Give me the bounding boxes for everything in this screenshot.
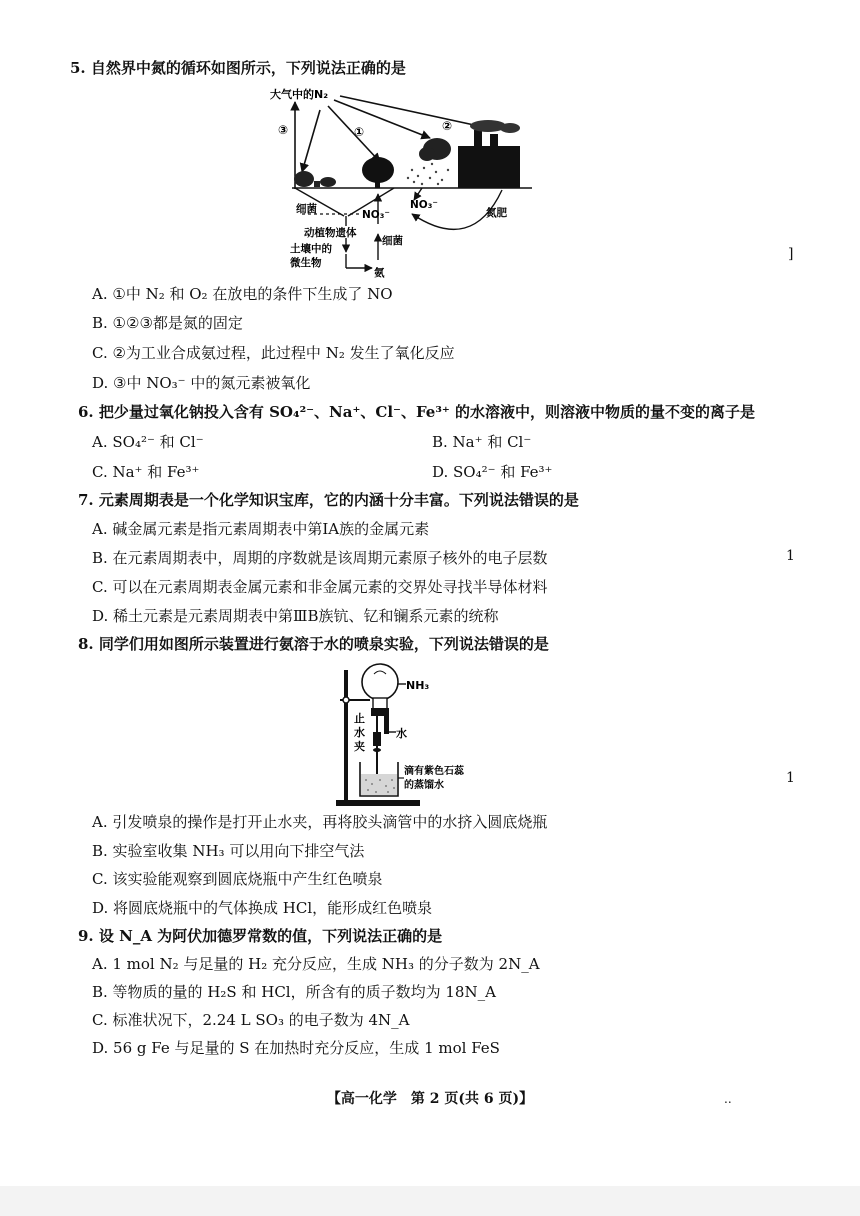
q5-option-c: C. ②为工业合成氨过程，此过程中 N₂ 发生了氧化反应 <box>92 344 455 362</box>
q5-option-b: B. ①②③都是氮的固定 <box>92 314 243 332</box>
mark-3: ③ <box>278 123 289 137</box>
no3-mid-label: NO₃⁻ <box>362 209 390 221</box>
dropper <box>384 712 389 734</box>
beaker-liquid <box>361 774 397 795</box>
remains-label: 动植物遗体 <box>304 227 357 239</box>
bacteria-right-label: 细菌 <box>382 235 403 247</box>
clamp-label-2: 水 <box>354 726 365 739</box>
question-8-stem: 8. 同学们用如图所示装置进行氨溶于水的喷泉实验，下列说法错误的是 <box>78 635 549 653</box>
ammonia-label: 氨 <box>374 267 385 279</box>
edge-mark: 1 <box>786 548 795 564</box>
bacteria-left-label: 细菌 <box>296 203 317 215</box>
q9-option-a: A. 1 mol N₂ 与足量的 H₂ 充分反应，生成 NH₃ 的分子数为 2N_A <box>92 955 540 973</box>
edge-mark: ] <box>788 246 794 262</box>
q7-option-d: D. 稀土元素是元素周期表中第ⅢB族钪、钇和镧系元素的统称 <box>92 607 499 625</box>
q9-option-c: C. 标准状况下，2.24 L SO₃ 的电子数为 4N_A <box>92 1011 410 1029</box>
arrow-to-plants <box>302 110 320 172</box>
round-flask <box>362 664 398 700</box>
cloud-rain-icon <box>407 138 451 185</box>
q8-option-d: D. 将圆底烧瓶中的气体换成 HCl，能形成红色喷泉 <box>92 899 433 917</box>
atm-n2-label: 大气中的N₂ <box>270 88 329 101</box>
solution-label-1: 滴有紫色石蕊 <box>404 766 464 777</box>
plants-icon <box>294 171 336 187</box>
edge-mark: 1 <box>786 770 795 786</box>
q7-option-c: C. 可以在元素周期表金属元素和非金属元素的交界处寻找半导体材料 <box>92 578 548 596</box>
microbes-label: 微生物 <box>290 257 322 269</box>
mark-2: ② <box>442 119 453 133</box>
fountain-apparatus-figure <box>330 660 480 810</box>
q6-option-c: C. Na⁺ 和 Fe³⁺ <box>92 463 200 481</box>
q8-option-c: C. 该实验能观察到圆底烧瓶中产生红色喷泉 <box>92 870 383 888</box>
clamp-label-3: 夹 <box>354 740 365 753</box>
solution-label-2: 的蒸馏水 <box>404 780 444 791</box>
stand-rod <box>344 670 348 802</box>
stand-base <box>336 800 420 806</box>
question-6-stem: 6. 把少量过氧化钠投入含有 SO₄²⁻、Na⁺、Cl⁻、Fe³⁺ 的水溶液中，则溶液中物质的量不变的离子是 <box>78 403 756 421</box>
rubber-tube <box>373 732 381 746</box>
q6-option-a: A. SO₄²⁻ 和 Cl⁻ <box>92 433 204 451</box>
bottom-band <box>0 1186 860 1216</box>
q7-option-a: A. 碱金属元素是指元素周期表中第ⅠA族的金属元素 <box>92 520 430 538</box>
q8-option-a: A. 引发喷泉的操作是打开止水夹，再将胶头滴管中的水挤入圆底烧瓶 <box>92 813 548 831</box>
q6-option-d: D. SO₄²⁻ 和 Fe³⁺ <box>432 463 553 481</box>
q9-option-d: D. 56 g Fe 与足量的 S 在加热时充分反应，生成 1 mol FeS <box>92 1039 500 1057</box>
corner-mark: .. <box>724 1092 732 1106</box>
tree-icon <box>362 157 394 188</box>
question-5-stem: 5. 自然界中氮的循环如图所示，下列说法正确的是 <box>70 59 406 77</box>
water-label: 水 <box>396 727 407 740</box>
factory-icon <box>458 120 520 188</box>
no3-right-label: NO₃⁻ <box>410 199 438 211</box>
q6-option-b: B. Na⁺ 和 Cl⁻ <box>432 433 532 451</box>
q5-option-a: A. ①中 N₂ 和 O₂ 在放电的条件下生成了 NO <box>92 285 393 303</box>
mark-1: ① <box>354 125 365 139</box>
q9-option-b: B. 等物质的量的 H₂S 和 HCl，所含有的质子数均为 18N_A <box>92 983 496 1001</box>
q7-option-b: B. 在元素周期表中，周期的序数就是该周期元素原子核外的电子层数 <box>92 549 548 567</box>
soil-label: 土壤中的 <box>290 243 332 255</box>
q5-option-d: D. ③中 NO₃⁻ 中的氮元素被氧化 <box>92 374 311 392</box>
clamp-label-1: 止 <box>354 712 365 725</box>
question-9-stem: 9. 设 N_A 为阿伏加德罗常数的值，下列说法正确的是 <box>78 927 443 945</box>
nitrogen-cycle-figure <box>262 84 542 280</box>
q8-option-b: B. 实验室收集 NH₃ 可以用向下排空气法 <box>92 842 365 860</box>
nh3-label: NH₃ <box>406 679 430 692</box>
fertilizer-label: 氮肥 <box>486 207 507 219</box>
question-7-stem: 7. 元素周期表是一个化学知识宝库，它的内涵十分丰富。下列说法错误的是 <box>78 491 579 509</box>
page-footer: 【高一化学 第 2 页(共 6 页)】 <box>326 1091 534 1107</box>
